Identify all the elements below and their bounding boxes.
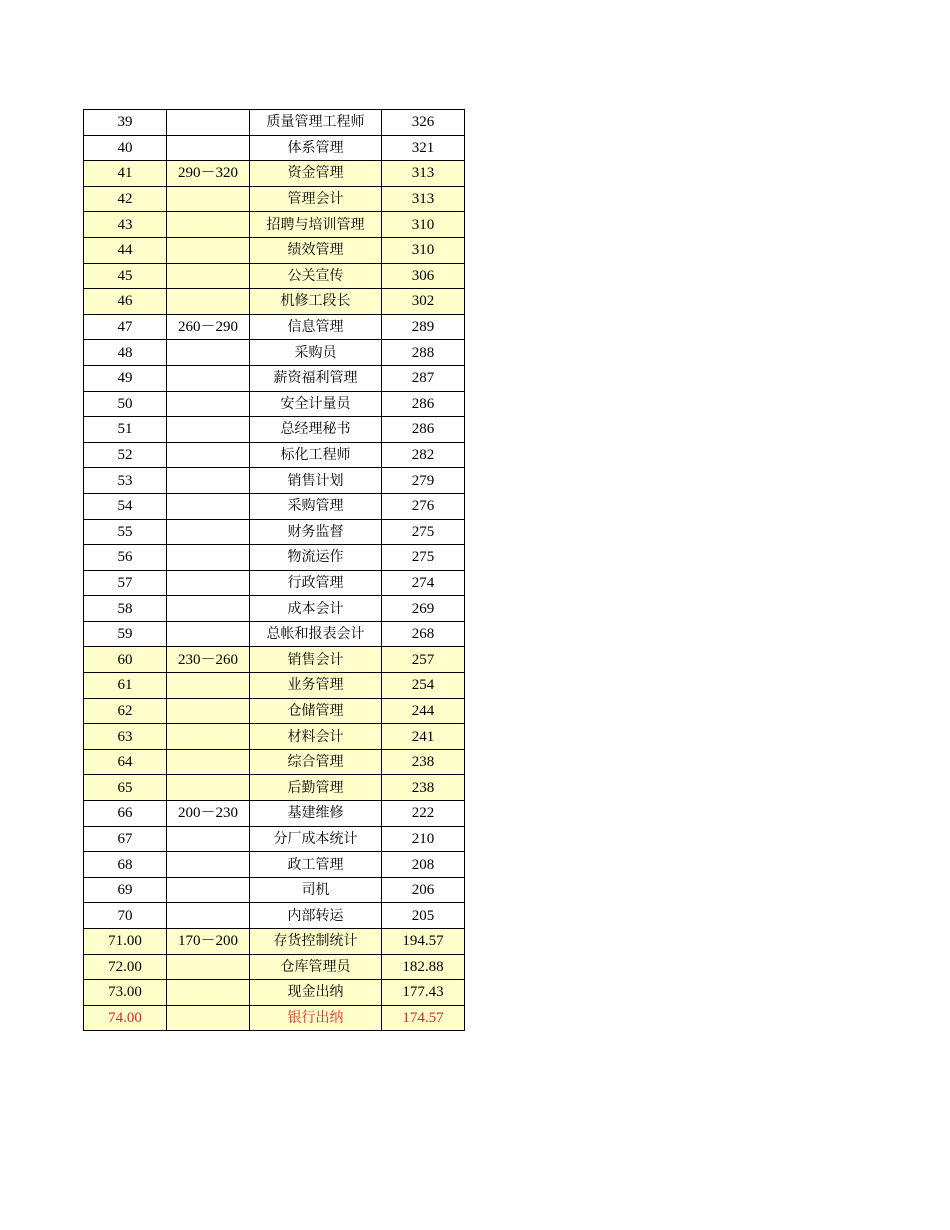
row-number-cell[interactable]: 52	[84, 442, 167, 468]
table-row	[84, 749, 465, 775]
position-name-cell[interactable]: 业务管理	[250, 673, 382, 699]
score-cell[interactable]: 177.43	[382, 980, 465, 1006]
row-number-cell[interactable]: 66	[84, 801, 167, 827]
score-range-cell[interactable]: 170－200	[167, 929, 250, 955]
table-row	[84, 442, 465, 468]
score-cell[interactable]: 288	[382, 340, 465, 366]
score-cell[interactable]: 241	[382, 724, 465, 750]
row-number-cell[interactable]: 56	[84, 545, 167, 571]
position-name-cell[interactable]: 物流运作	[250, 545, 382, 571]
score-range-cell[interactable]	[167, 980, 250, 1006]
row-number-cell[interactable]: 63	[84, 724, 167, 750]
table-row	[84, 980, 465, 1006]
job-score-table	[83, 109, 465, 1031]
score-range-cell[interactable]	[167, 237, 250, 263]
score-cell[interactable]: 275	[382, 545, 465, 571]
row-number-cell[interactable]: 53	[84, 468, 167, 494]
score-cell[interactable]: 286	[382, 391, 465, 417]
score-range-cell[interactable]	[167, 135, 250, 161]
score-range-cell[interactable]	[167, 519, 250, 545]
table-row	[84, 135, 465, 161]
score-range-cell[interactable]	[167, 391, 250, 417]
table-row	[84, 212, 465, 238]
score-cell[interactable]: 279	[382, 468, 465, 494]
score-range-cell[interactable]	[167, 186, 250, 212]
position-name-cell[interactable]: 现金出纳	[250, 980, 382, 1006]
table-row	[84, 110, 465, 136]
row-number-cell[interactable]: 46	[84, 289, 167, 315]
position-name-cell[interactable]: 公关宣传	[250, 263, 382, 289]
score-range-cell[interactable]	[167, 493, 250, 519]
table-row	[84, 852, 465, 878]
row-number-cell[interactable]: 62	[84, 698, 167, 724]
position-name-cell[interactable]: 总经理秘书	[250, 417, 382, 443]
table-row	[84, 903, 465, 929]
score-cell[interactable]: 238	[382, 749, 465, 775]
score-range-cell[interactable]	[167, 826, 250, 852]
position-name-cell[interactable]: 薪资福利管理	[250, 365, 382, 391]
position-name-cell[interactable]: 资金管理	[250, 161, 382, 187]
score-cell[interactable]: 182.88	[382, 954, 465, 980]
score-cell[interactable]: 282	[382, 442, 465, 468]
table-row	[84, 365, 465, 391]
score-cell[interactable]: 289	[382, 314, 465, 340]
table-row	[84, 954, 465, 980]
score-cell[interactable]: 321	[382, 135, 465, 161]
score-range-cell[interactable]	[167, 263, 250, 289]
position-name-cell[interactable]: 银行出纳	[250, 1005, 382, 1031]
score-range-cell[interactable]	[167, 673, 250, 699]
score-cell[interactable]: 208	[382, 852, 465, 878]
table-row	[84, 929, 465, 955]
table-row	[84, 263, 465, 289]
position-name-cell[interactable]: 总帐和报表会计	[250, 621, 382, 647]
position-name-cell[interactable]: 标化工程师	[250, 442, 382, 468]
table-row	[84, 314, 465, 340]
position-name-cell[interactable]: 销售会计	[250, 647, 382, 673]
position-name-cell[interactable]: 采购管理	[250, 493, 382, 519]
table-row	[84, 468, 465, 494]
row-number-cell[interactable]: 70	[84, 903, 167, 929]
row-number-cell[interactable]: 65	[84, 775, 167, 801]
row-number-cell[interactable]: 69	[84, 877, 167, 903]
table-row	[84, 570, 465, 596]
score-cell[interactable]: 313	[382, 161, 465, 187]
row-number-cell[interactable]: 64	[84, 749, 167, 775]
table-row	[84, 673, 465, 699]
position-name-cell[interactable]: 综合管理	[250, 749, 382, 775]
score-range-cell[interactable]	[167, 749, 250, 775]
score-range-cell[interactable]	[167, 903, 250, 929]
row-number-cell[interactable]: 55	[84, 519, 167, 545]
position-name-cell[interactable]: 司机	[250, 877, 382, 903]
row-number-cell[interactable]: 50	[84, 391, 167, 417]
score-range-cell[interactable]: 200－230	[167, 801, 250, 827]
score-range-cell[interactable]	[167, 724, 250, 750]
table-row	[84, 801, 465, 827]
row-number-cell[interactable]: 68	[84, 852, 167, 878]
score-range-cell[interactable]: 230－260	[167, 647, 250, 673]
table-row	[84, 340, 465, 366]
score-range-cell[interactable]	[167, 289, 250, 315]
score-range-cell[interactable]	[167, 954, 250, 980]
position-name-cell[interactable]: 基建维修	[250, 801, 382, 827]
score-cell[interactable]: 306	[382, 263, 465, 289]
score-range-cell[interactable]	[167, 442, 250, 468]
score-range-cell[interactable]	[167, 110, 250, 136]
row-number-cell[interactable]: 39	[84, 110, 167, 136]
position-name-cell[interactable]: 仓储管理	[250, 698, 382, 724]
position-name-cell[interactable]: 后勤管理	[250, 775, 382, 801]
score-range-cell[interactable]	[167, 775, 250, 801]
score-range-cell[interactable]	[167, 621, 250, 647]
score-range-cell[interactable]	[167, 212, 250, 238]
score-cell[interactable]: 210	[382, 826, 465, 852]
score-cell[interactable]: 244	[382, 698, 465, 724]
score-cell[interactable]: 222	[382, 801, 465, 827]
position-name-cell[interactable]: 体系管理	[250, 135, 382, 161]
row-number-cell[interactable]: 45	[84, 263, 167, 289]
table-row	[84, 877, 465, 903]
position-name-cell[interactable]: 管理会计	[250, 186, 382, 212]
score-range-cell[interactable]: 290－320	[167, 161, 250, 187]
table-row	[84, 519, 465, 545]
table-row	[84, 596, 465, 622]
score-range-cell[interactable]	[167, 417, 250, 443]
row-number-cell[interactable]: 72.00	[84, 954, 167, 980]
table-row	[84, 186, 465, 212]
score-cell[interactable]: 268	[382, 621, 465, 647]
table-row	[84, 698, 465, 724]
score-range-cell[interactable]	[167, 365, 250, 391]
position-name-cell[interactable]: 安全计量员	[250, 391, 382, 417]
position-name-cell[interactable]: 仓库管理员	[250, 954, 382, 980]
row-number-cell[interactable]: 60	[84, 647, 167, 673]
table-body	[84, 110, 465, 1031]
row-number-cell[interactable]: 44	[84, 237, 167, 263]
score-range-cell[interactable]	[167, 596, 250, 622]
score-cell[interactable]: 205	[382, 903, 465, 929]
score-range-cell[interactable]: 260－290	[167, 314, 250, 340]
row-number-cell[interactable]: 40	[84, 135, 167, 161]
row-number-cell[interactable]: 67	[84, 826, 167, 852]
table-row	[84, 621, 465, 647]
score-cell[interactable]: 310	[382, 237, 465, 263]
position-name-cell[interactable]: 分厂成本统计	[250, 826, 382, 852]
position-name-cell[interactable]: 采购员	[250, 340, 382, 366]
score-cell[interactable]: 269	[382, 596, 465, 622]
table-row	[84, 417, 465, 443]
score-cell[interactable]: 194.57	[382, 929, 465, 955]
score-cell[interactable]: 276	[382, 493, 465, 519]
row-number-cell[interactable]: 41	[84, 161, 167, 187]
table-row	[84, 545, 465, 571]
position-name-cell[interactable]: 财务监督	[250, 519, 382, 545]
score-cell[interactable]: 286	[382, 417, 465, 443]
table-row	[84, 826, 465, 852]
position-name-cell[interactable]: 信息管理	[250, 314, 382, 340]
row-number-cell[interactable]: 71.00	[84, 929, 167, 955]
row-number-cell[interactable]: 51	[84, 417, 167, 443]
score-cell[interactable]: 313	[382, 186, 465, 212]
score-range-cell[interactable]	[167, 545, 250, 571]
row-number-cell[interactable]: 42	[84, 186, 167, 212]
score-range-cell[interactable]	[167, 1005, 250, 1031]
score-cell[interactable]: 310	[382, 212, 465, 238]
table-row	[84, 647, 465, 673]
position-name-cell[interactable]: 存货控制统计	[250, 929, 382, 955]
row-number-cell[interactable]: 49	[84, 365, 167, 391]
score-cell[interactable]: 287	[382, 365, 465, 391]
score-range-cell[interactable]	[167, 468, 250, 494]
position-name-cell[interactable]: 行政管理	[250, 570, 382, 596]
row-number-cell[interactable]: 58	[84, 596, 167, 622]
row-number-cell[interactable]: 54	[84, 493, 167, 519]
score-range-cell[interactable]	[167, 698, 250, 724]
table-row	[84, 391, 465, 417]
position-name-cell[interactable]: 机修工段长	[250, 289, 382, 315]
row-number-cell[interactable]: 74.00	[84, 1005, 167, 1031]
table-row	[84, 724, 465, 750]
score-cell[interactable]: 302	[382, 289, 465, 315]
table-row	[84, 289, 465, 315]
position-name-cell[interactable]: 招聘与培训管理	[250, 212, 382, 238]
table-row	[84, 237, 465, 263]
table-row	[84, 775, 465, 801]
position-name-cell[interactable]: 成本会计	[250, 596, 382, 622]
row-number-cell[interactable]: 61	[84, 673, 167, 699]
score-cell[interactable]: 174.57	[382, 1005, 465, 1031]
score-range-cell[interactable]	[167, 340, 250, 366]
position-name-cell[interactable]: 绩效管理	[250, 237, 382, 263]
table-row	[84, 1005, 465, 1031]
score-cell[interactable]: 326	[382, 110, 465, 136]
row-number-cell[interactable]: 48	[84, 340, 167, 366]
score-cell[interactable]: 257	[382, 647, 465, 673]
position-name-cell[interactable]: 内部转运	[250, 903, 382, 929]
position-name-cell[interactable]: 政工管理	[250, 852, 382, 878]
table-row	[84, 493, 465, 519]
score-range-cell[interactable]	[167, 570, 250, 596]
row-number-cell[interactable]: 43	[84, 212, 167, 238]
row-number-cell[interactable]: 57	[84, 570, 167, 596]
score-range-cell[interactable]	[167, 852, 250, 878]
score-range-cell[interactable]	[167, 877, 250, 903]
score-cell[interactable]: 274	[382, 570, 465, 596]
position-name-cell[interactable]: 销售计划	[250, 468, 382, 494]
position-name-cell[interactable]: 质量管理工程师	[250, 110, 382, 136]
row-number-cell[interactable]: 47	[84, 314, 167, 340]
table-row	[84, 161, 465, 187]
score-cell[interactable]: 206	[382, 877, 465, 903]
row-number-cell[interactable]: 73.00	[84, 980, 167, 1006]
row-number-cell[interactable]: 59	[84, 621, 167, 647]
score-cell[interactable]: 275	[382, 519, 465, 545]
score-cell[interactable]: 238	[382, 775, 465, 801]
score-cell[interactable]: 254	[382, 673, 465, 699]
position-name-cell[interactable]: 材料会计	[250, 724, 382, 750]
